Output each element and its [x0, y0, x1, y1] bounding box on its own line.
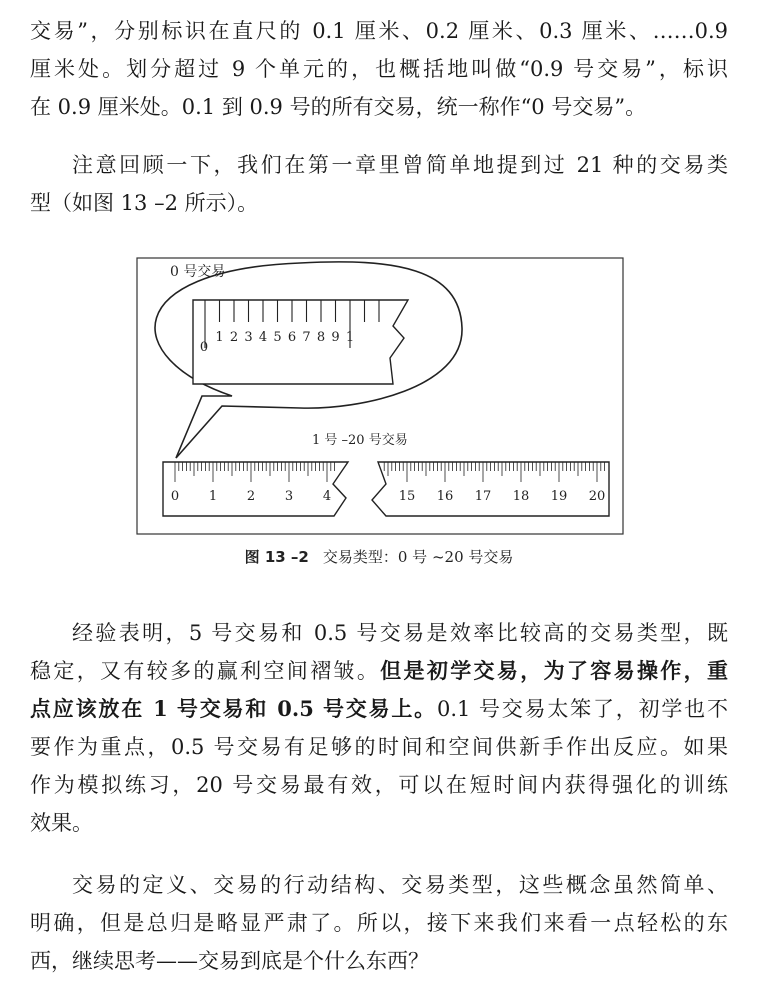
figure-caption [0, 546, 758, 567]
paragraph-3 [30, 614, 728, 842]
paragraph-4 [30, 866, 728, 980]
text-line: 厘米处。划分超过 9 个单元的，也概括地叫做“0.9 号交易”，标识 [30, 57, 728, 81]
ruler-digit: 8 [316, 330, 326, 345]
text-line: 在 0.9 厘米处。0.1 到 0.9 号的所有交易，统一称作“0 号交易”。 [30, 95, 647, 119]
ruler-digit: 1 [208, 489, 218, 504]
ruler-digit: 7 [302, 330, 311, 345]
ruler-digit: 4 [322, 489, 332, 504]
paragraph-1 [30, 12, 728, 126]
ruler-digit: 18 [512, 489, 530, 504]
caption-number: 图 13 –2 [244, 548, 309, 566]
upper-ruler [193, 300, 408, 384]
text-line: 经验表明，5 号交易和 0.5 号交易是效率比较高的交易类型，既 [72, 621, 728, 645]
text-normal: 0.1 号交易太笨了，初学也不 [437, 697, 728, 721]
figure-13-2 [0, 248, 758, 538]
text-line: 型（如图 13 –2 所示）。 [30, 191, 259, 215]
ruler-digit: 5 [273, 330, 282, 345]
ruler-digit: 3 [244, 330, 253, 345]
ruler-digit: 3 [284, 489, 294, 504]
ruler-digit: 2 [246, 489, 256, 504]
text-line [30, 690, 728, 728]
ruler-digit: 2 [229, 330, 239, 345]
text-line: 注意回顾一下，我们在第一章里曾简单地提到过 21 种的交易类 [72, 153, 728, 177]
ruler-digit: 4 [258, 330, 268, 345]
text-line: 明确，但是总归是略显严肃了。所以，接下来我们来看一点轻松的东 [30, 911, 728, 935]
ruler-digit: 15 [398, 489, 416, 504]
text-normal: 稳定，又有较多的赢利空间褶皱。 [30, 659, 381, 683]
ruler-digit: 20 [588, 489, 606, 504]
ruler-digit: 19 [550, 489, 568, 504]
text-line: 交易”，分别标识在直尺的 0.1 厘米、0.2 厘米、0.3 厘米、……0.9 [30, 19, 728, 43]
ruler-digit: 16 [436, 489, 454, 504]
text-line: 效果。 [30, 811, 93, 835]
text-line: 西，继续思考——交易到底是个什么东西？ [30, 949, 429, 973]
ruler-digit: 1 [215, 330, 224, 345]
ruler-digit: 17 [474, 489, 492, 504]
text-line [30, 652, 728, 690]
caption-text: 交易类型：0 号 ~20 号交易 [322, 548, 514, 566]
ruler-digit: 0 [170, 489, 180, 504]
text-line: 作为模拟练习，20 号交易最有效，可以在短时间内获得强化的训练 [30, 773, 728, 797]
ruler-digit: 6 [287, 330, 297, 345]
text-bold: 但是初学交易，为了容易操作，重 [380, 658, 728, 683]
ruler-digit: 1 [345, 330, 355, 345]
text-line: 要作为重点，0.5 号交易有足够的时间和空间供新手作出反应。如果 [30, 735, 728, 759]
ruler-digit: 9 [331, 330, 340, 345]
bubble-label: 0 号交易 [170, 264, 226, 280]
lower-ruler-left [163, 462, 348, 516]
paragraph-2 [30, 146, 728, 222]
text-bold: 点应该放在 1 号交易和 0.5 号交易上。 [30, 696, 437, 721]
ruler-digit: 0 [199, 340, 209, 355]
text-line: 交易的定义、交易的行动结构、交易类型，这些概念虽然简单、 [72, 873, 728, 897]
lower-label: 1 号 –20 号交易 [312, 433, 408, 448]
